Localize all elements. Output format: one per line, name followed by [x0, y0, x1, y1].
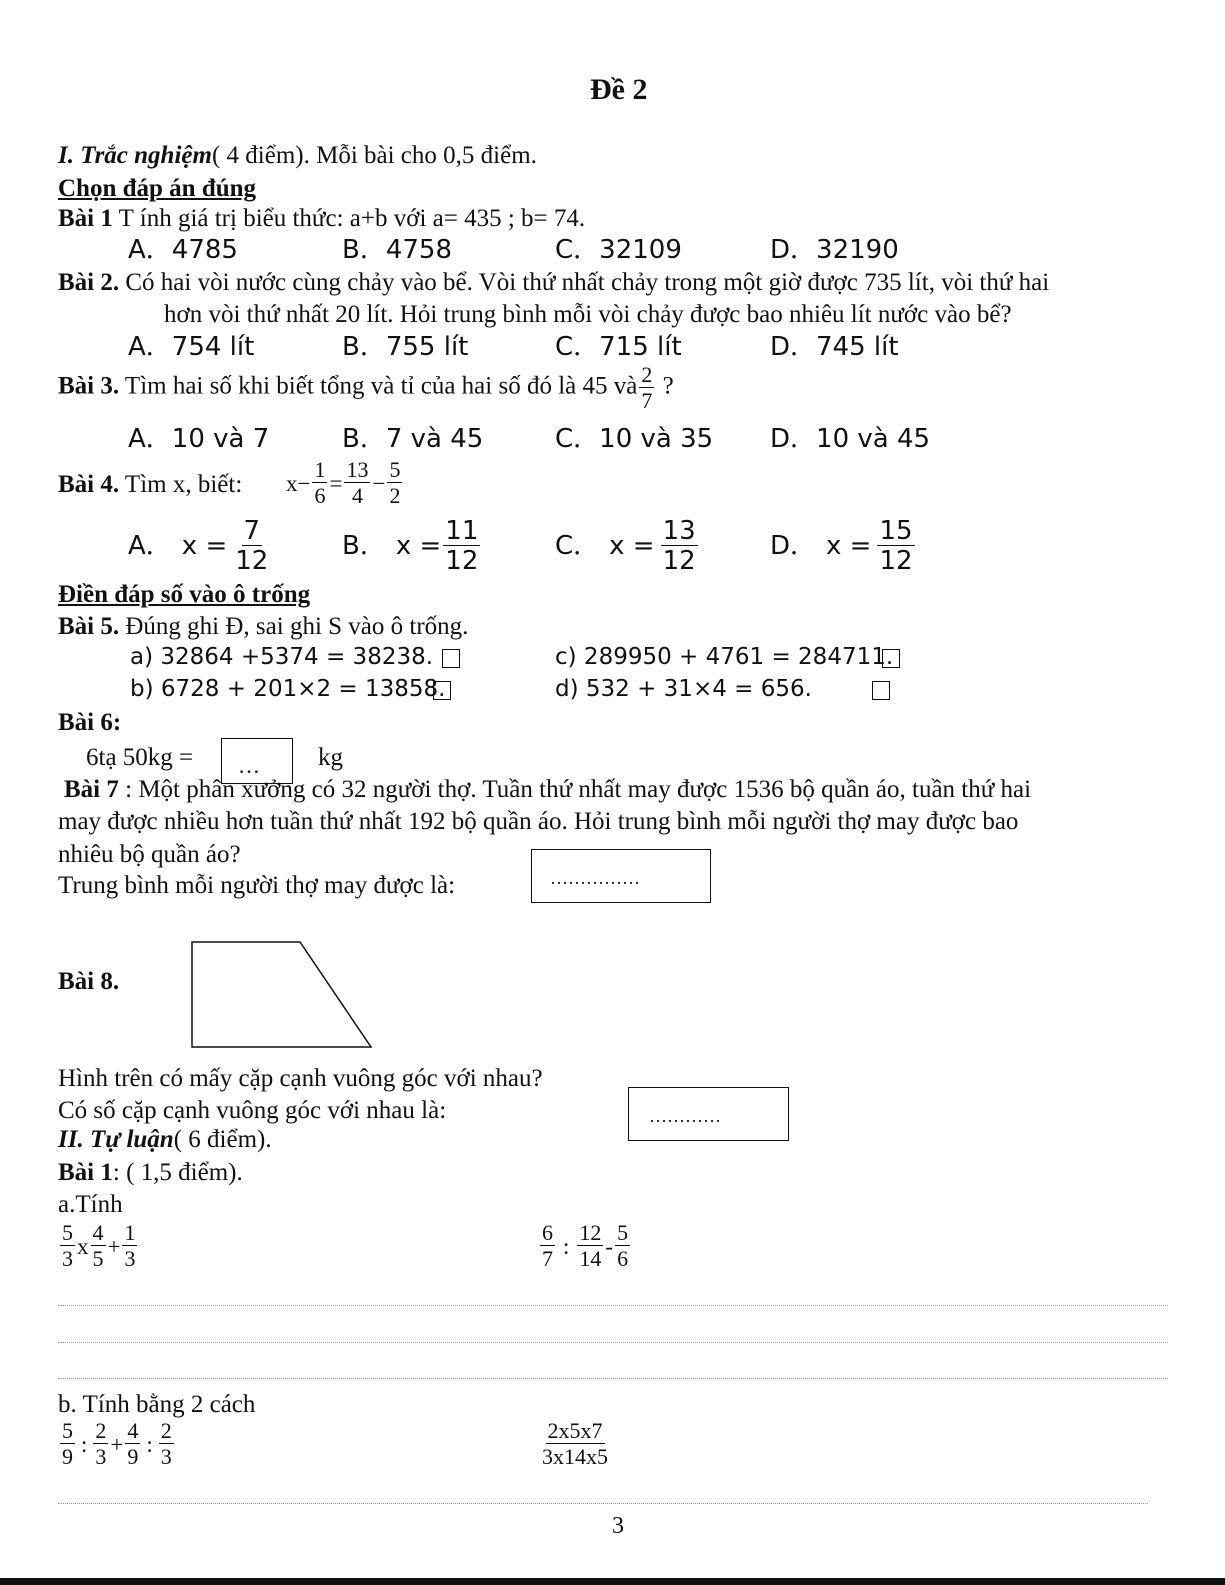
q8-answer-box[interactable]: …………: [628, 1087, 789, 1141]
q4-option-c[interactable]: C． x = $\frac{13}{12}$: [555, 516, 696, 576]
q1-option-b[interactable]: B．4758: [342, 235, 453, 265]
question-2-line2: hơn vòi thứ nhất 20 lít. Hỏi trung bình mỗi vòi chảy được bao nhiêu lít nước vào bể?: [164, 301, 1012, 328]
question-1: Bài 1 T ính giá trị biểu thức: a+b với a= 435 ; b= 74.: [58, 205, 586, 232]
question-7-line2: may được nhiều hơn tuần thứ nhất 192 bộ quần áo. Hỏi trung bình mỗi người thợ may được bao: [58, 808, 1019, 835]
q2-option-a[interactable]: A．754 lít: [128, 332, 255, 362]
q4-option-a[interactable]: A． x = $\frac{7}{12}$: [128, 516, 269, 576]
q6-lhs: 6tạ 50kg =: [86, 744, 194, 771]
q1-option-c[interactable]: C．32109: [555, 235, 682, 265]
q4-option-b[interactable]: B． x = $\frac{11}{12}$: [342, 516, 479, 576]
section-fill-heading: Điền đáp số vào ô trống: [58, 581, 311, 608]
part1-heading: I. Trắc nghiệm( 4 điểm). Mỗi bài cho 0,5 điểm.: [58, 142, 537, 169]
question-6: Bài 6:: [58, 709, 122, 736]
expression-4: $\frac{2x5x7}{3x14x5}$: [542, 1418, 608, 1469]
q8-answer-label: Có số cặp cạnh vuông góc với nhau là:: [58, 1097, 447, 1124]
question-7: Bài 7 : Một phân xưởng có 32 người thợ. Tuần thứ nhất may được 1536 bộ quần áo, tuần thứ hai: [64, 776, 1032, 803]
q5-item-a: a) 32864 +5374 = 38238.: [130, 644, 434, 670]
q3-fraction: $\frac{2}{7}$: [641, 362, 653, 413]
answer-line-1[interactable]: [58, 1305, 1168, 1306]
q2-option-d[interactable]: D．745 lít: [770, 332, 899, 362]
q5-answer-box-c[interactable]: [882, 649, 900, 668]
q4-equation: x − $\frac{1}{6}$ = $\frac{13}{4}$ − $\frac{5}{2}$: [286, 457, 401, 508]
q5-item-b: b) 6728 + 201×2 = 13858.: [130, 676, 446, 702]
page-title: Đề 2: [590, 73, 648, 106]
question-7-line3: nhiêu bộ quần áo?: [58, 841, 241, 868]
q1-option-a[interactable]: A．4785: [128, 235, 238, 265]
q5-item-d: d) 532 + 31×4 = 656.: [555, 676, 812, 702]
question-2: Bài 2. Có hai vòi nước cùng chảy vào bể. Vòi thứ nhất chảy trong một giờ được 735 lít, vòi thứ hai: [58, 269, 1050, 296]
q3-option-a[interactable]: A．10 và 7: [128, 424, 270, 454]
q5-answer-box-b[interactable]: [433, 681, 451, 700]
q3-option-c[interactable]: C．10 và 35: [555, 424, 714, 454]
answer-line-2[interactable]: [58, 1342, 1168, 1343]
q8-question: Hình trên có mấy cặp cạnh vuông góc với nhau?: [58, 1065, 543, 1092]
answer-line-3[interactable]: [58, 1378, 1168, 1379]
q3-option-b[interactable]: B．7 và 45: [342, 424, 484, 454]
q4-option-d[interactable]: D． x = $\frac{15}{12}$: [770, 516, 913, 576]
q5-item-c: c) 289950 + 4761 = 284711.: [555, 644, 894, 670]
answer-line-4[interactable]: [58, 1503, 1148, 1504]
q7-answer-label: Trung bình mỗi người thợ may được là:: [58, 872, 456, 899]
bottom-border: [0, 1578, 1225, 1585]
q1-option-d[interactable]: D．32190: [770, 235, 899, 265]
expression-2: $\frac{6}{7}$ : $\frac{12}{14}$ - $\frac{5}{6}$: [542, 1220, 629, 1271]
page-number: 3: [612, 1513, 624, 1539]
q2-option-c[interactable]: C．715 lít: [555, 332, 682, 362]
q2-option-b[interactable]: B．755 lít: [342, 332, 469, 362]
section-choose-heading: Chọn đáp án đúng: [58, 175, 257, 202]
q3-option-d[interactable]: D．10 và 45: [770, 424, 931, 454]
question-3: Bài 3. Tìm hai số khi biết tổng và tỉ của hai số đó là 45 và $\frac{2}{7}$ ?: [58, 362, 674, 413]
expression-1: $\frac{5}{3}$ x $\frac{4}{5}$ + $\frac{1}{3}$: [62, 1220, 136, 1271]
q5-answer-box-d[interactable]: [872, 681, 890, 700]
q5-answer-box-a[interactable]: [442, 649, 460, 668]
question-4: Bài 4. Tìm x, biết:: [58, 471, 243, 498]
expression-3: $\frac{5}{9}$ : $\frac{2}{3}$ + $\frac{4}{9}$ : $\frac{2}{3}$: [62, 1418, 172, 1469]
q7-answer-box[interactable]: ……………: [531, 849, 711, 903]
question-5: Bài 5. Đúng ghi Đ, sai ghi S vào ô trống.: [58, 613, 469, 640]
q6-unit: kg: [318, 744, 343, 771]
essay-1b-label: b. Tính bằng 2 cách: [58, 1391, 256, 1418]
question-8: Bài 8.: [58, 968, 120, 995]
essay-1a-label: a.Tính: [58, 1191, 123, 1218]
essay-1: Bài 1: ( 1,5 điểm).: [58, 1159, 243, 1186]
q6-answer-box[interactable]: …: [221, 738, 293, 784]
trapezoid-figure: [190, 940, 374, 1050]
part2-heading: II. Tự luận( 6 điểm).: [58, 1126, 272, 1153]
